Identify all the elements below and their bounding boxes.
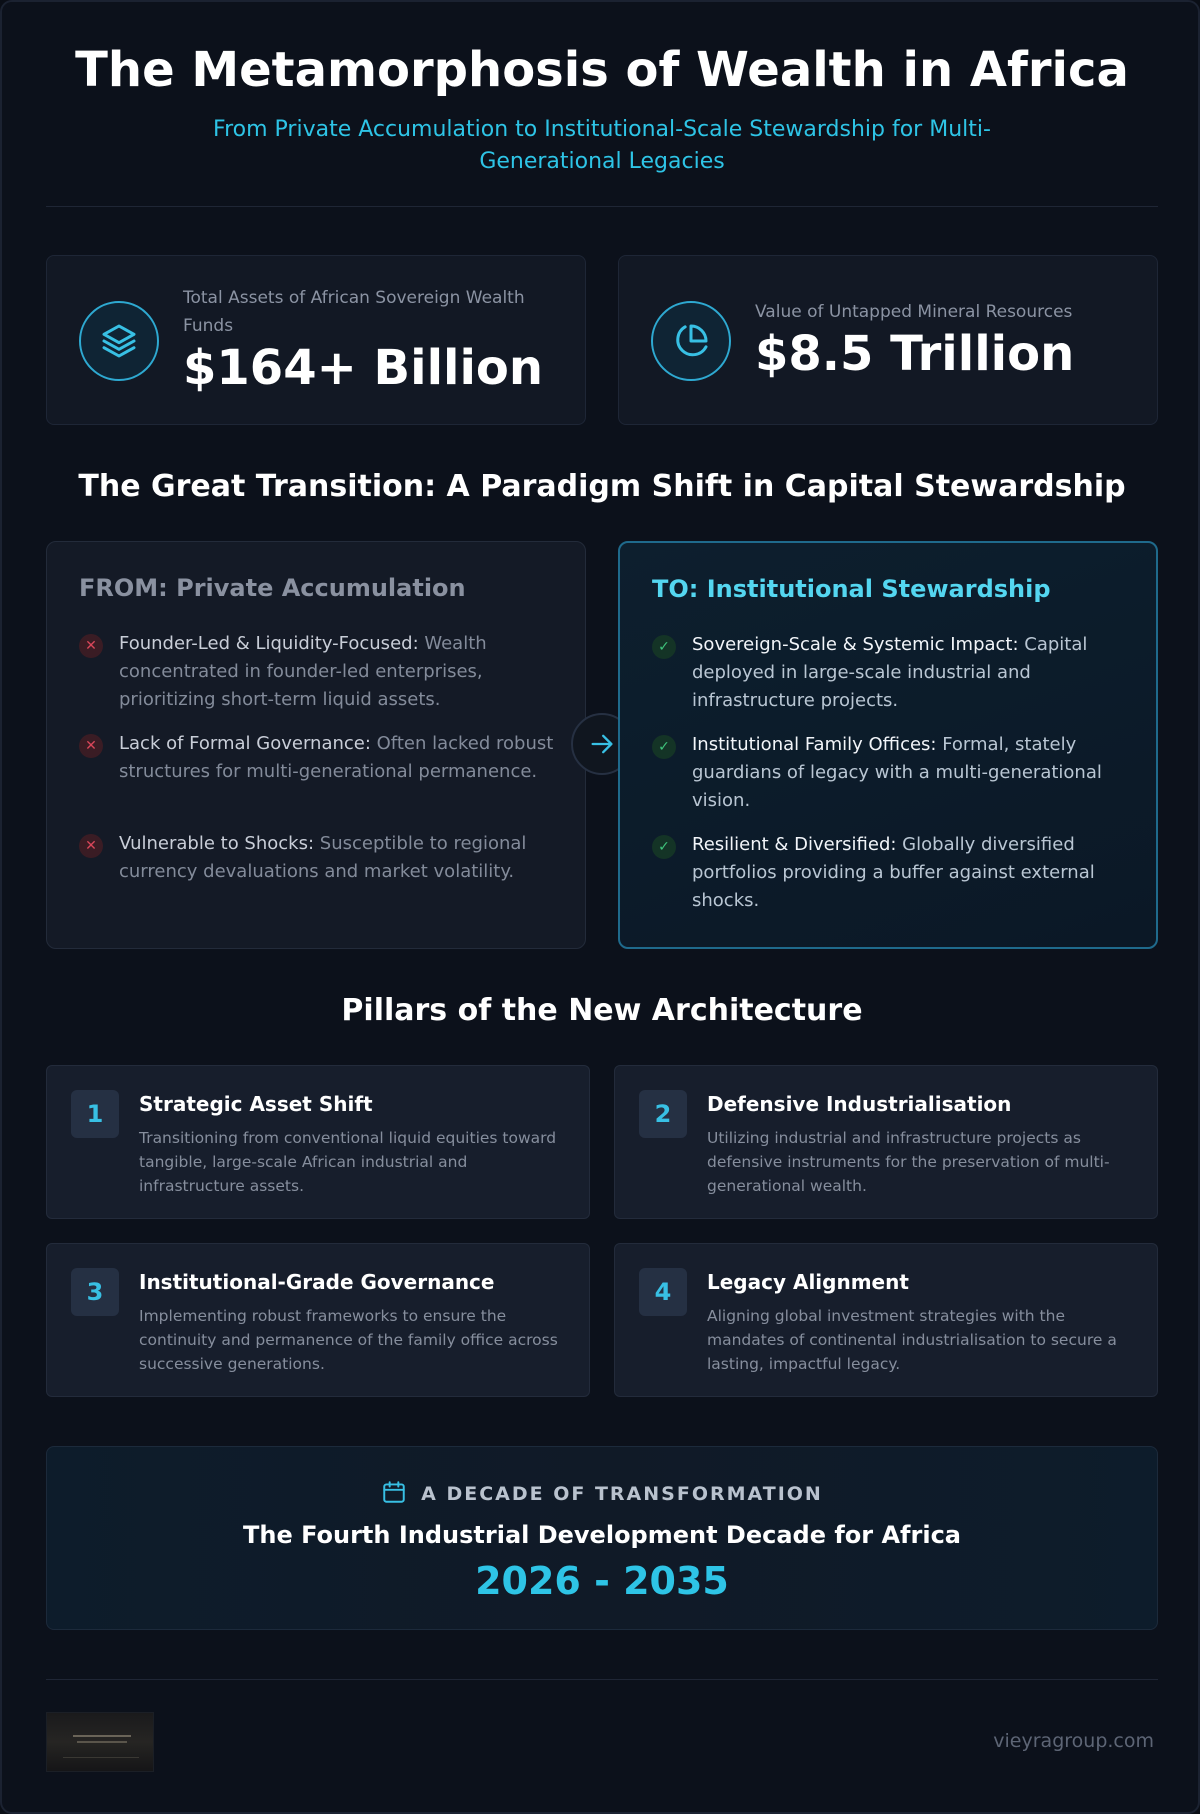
check-icon: ✓: [652, 835, 676, 859]
from-item-desc: Wealth concentrated in founder-led enterprises, prioritizing short-term liquid assets.: [119, 633, 487, 710]
to-item-title: Resilient & Diversified:: [692, 834, 897, 855]
to-item-title: Sovereign-Scale & Systemic Impact:: [692, 634, 1019, 655]
pillar-card: [614, 1243, 1158, 1397]
pillar-card: [46, 1243, 590, 1397]
x-icon: ✕: [79, 734, 103, 758]
from-item-title: Founder-Led & Liquidity-Focused:: [119, 633, 419, 654]
calendar-icon: [381, 1479, 407, 1509]
stat-value: $164+ Billion: [183, 340, 544, 396]
from-item-desc: Susceptible to regional currency devaluations and market volatility.: [119, 833, 527, 882]
x-icon: ✕: [79, 834, 103, 858]
pillar-card: [46, 1065, 590, 1219]
decade-years: 2026 - 2035: [475, 1559, 729, 1603]
from-item: [79, 630, 557, 714]
to-panel: [618, 541, 1158, 949]
decade-banner: [46, 1446, 1158, 1630]
pillar-description: Implementing robust frameworks to ensure the continuity and permanence of the family office across successive generations.: [139, 1307, 558, 1373]
stat-card-mineral-resources: [618, 255, 1158, 425]
stat-label: Total Assets of African Sovereign Wealth Funds: [183, 288, 525, 336]
pillar-title: Strategic Asset Shift: [139, 1092, 373, 1116]
x-icon: ✕: [79, 634, 103, 658]
pillar-title: Institutional-Grade Governance: [139, 1270, 495, 1294]
pie-chart-icon: [651, 301, 731, 381]
from-heading: FROM: Private Accumulation: [79, 574, 466, 602]
from-item: [79, 830, 557, 886]
to-item: [652, 631, 1128, 715]
pillar-number: 1: [71, 1090, 119, 1138]
from-item-desc: Often lacked robust structures for multi-generational permanence.: [119, 733, 554, 782]
page-header: [46, 38, 1158, 178]
pillar-number: 2: [639, 1090, 687, 1138]
to-item-desc: Capital deployed in large-scale industrial and infrastructure projects.: [692, 634, 1088, 711]
divider: [46, 1679, 1158, 1680]
stat-value: $8.5 Trillion: [755, 326, 1075, 382]
from-item: [79, 730, 557, 786]
pillar-title: Defensive Industrialisation: [707, 1092, 1012, 1116]
decade-kicker: A DECADE OF TRANSFORMATION: [421, 1483, 823, 1505]
to-item-title: Institutional Family Offices:: [692, 734, 937, 755]
from-item-title: Vulnerable to Shocks:: [119, 833, 315, 854]
pillar-title: Legacy Alignment: [707, 1270, 909, 1294]
pillar-description: Aligning global investment strategies with the mandates of continental industrialisation to secure a lasting, impactful legacy.: [707, 1307, 1117, 1373]
to-item-desc: Formal, stately guardians of legacy with a multi-generational vision.: [692, 734, 1102, 811]
from-item-title: Lack of Formal Governance:: [119, 733, 371, 754]
pillar-description: Utilizing industrial and infrastructure projects as defensive instruments for the preservation of multi-generational wealth.: [707, 1129, 1110, 1195]
to-item: [652, 831, 1128, 915]
page-subtitle: From Private Accumulation to Institutional-Scale Stewardship for Multi-Generational Legacies: [213, 117, 991, 174]
divider: [46, 206, 1158, 207]
from-panel: [46, 541, 586, 949]
check-icon: ✓: [652, 635, 676, 659]
pillar-card: [614, 1065, 1158, 1219]
decade-title: The Fourth Industrial Development Decade for Africa: [243, 1521, 961, 1549]
footer-thumbnail-image: [46, 1712, 154, 1772]
stat-card-sovereign-wealth: [46, 255, 586, 425]
check-icon: ✓: [652, 735, 676, 759]
footer-url: vieyragroup.com: [993, 1730, 1154, 1752]
to-item: [652, 731, 1128, 815]
pillar-description: Transitioning from conventional liquid equities toward tangible, large-scale African industrial and infrastructure assets.: [139, 1129, 557, 1195]
transition-title: The Great Transition: A Paradigm Shift in Capital Stewardship: [78, 469, 1126, 504]
to-heading: TO: Institutional Stewardship: [652, 575, 1051, 603]
layers-icon: [79, 301, 159, 381]
stat-label: Value of Untapped Mineral Resources: [755, 302, 1073, 322]
page-title: The Metamorphosis of Wealth in Africa: [75, 42, 1129, 98]
pillar-number: 3: [71, 1268, 119, 1316]
pillars-title: Pillars of the New Architecture: [341, 993, 863, 1028]
to-item-desc: Globally diversified portfolios providing a buffer against external shocks.: [692, 834, 1095, 911]
pillar-number: 4: [639, 1268, 687, 1316]
